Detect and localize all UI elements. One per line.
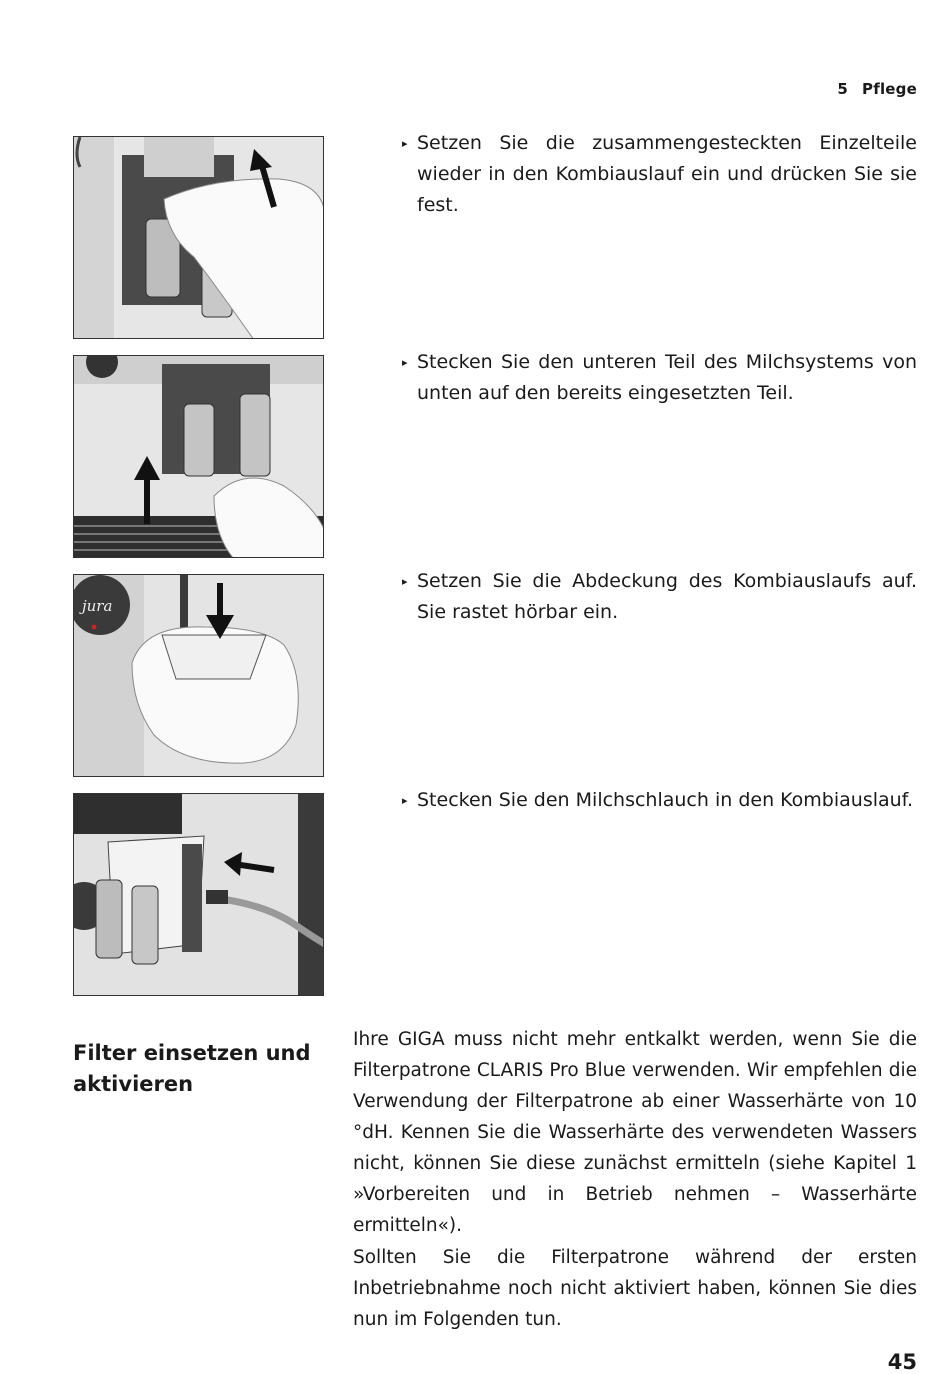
chapter-number: 5 <box>837 80 849 98</box>
step-4 <box>402 785 917 816</box>
step-2 <box>402 347 917 409</box>
step-4-text: Stecken Sie den Milchschlauch in den Kombiauslauf. <box>417 789 914 811</box>
step-2-text: Stecken Sie den unteren Teil des Milchsystems von unten auf den bereits eingesetzten Teil. <box>417 351 917 404</box>
body-paragraph: Ihre GIGA muss nicht mehr entkalkt werden, wenn Sie die Filterpatrone CLARIS Pro Blue verwenden. Wir empfehlen die Verwendung der Filterpatrone ab einer Wasserhärte von 10 °dH. Kennen Sie die Wasserhärte des verwendeten Wassers nicht, können Sie diese zunächst ermitteln (siehe Kapitel 1 »Vorbereiten und in Betrieb nehmen – Wasserhärte ermitteln«). <box>353 1029 917 1236</box>
step-3 <box>402 566 917 628</box>
figure-step-2 <box>73 355 324 558</box>
chapter-title: Pflege <box>862 80 917 98</box>
figure-step-1 <box>73 136 324 339</box>
section-title: Filter einsetzen und aktivieren <box>73 1041 311 1096</box>
page-number: 45 <box>887 1350 917 1374</box>
bullet-marker: ▸ <box>402 575 408 588</box>
bullet-marker: ▸ <box>402 137 408 150</box>
running-header <box>837 80 917 98</box>
figure-step-3 <box>73 574 324 777</box>
step-3-text: Setzen Sie die Abdeckung des Kombiauslaufs auf. Sie rastet hörbar ein. <box>417 570 917 623</box>
step-1-text: Setzen Sie die zusammengesteckten Einzelteile wieder in den Kombiauslauf ein und drücken Sie sie fest. <box>417 132 917 216</box>
step-1 <box>402 128 917 221</box>
body-paragraph: Sollten Sie die Filterpatrone während der ersten Inbetriebnahme noch nicht aktiviert haben, können Sie dies nun im Folgenden tun. <box>353 1247 917 1330</box>
jura-logo: jura <box>82 597 113 615</box>
bullet-marker: ▸ <box>402 794 408 807</box>
bullet-marker: ▸ <box>402 356 408 369</box>
figure-step-4 <box>73 793 324 996</box>
